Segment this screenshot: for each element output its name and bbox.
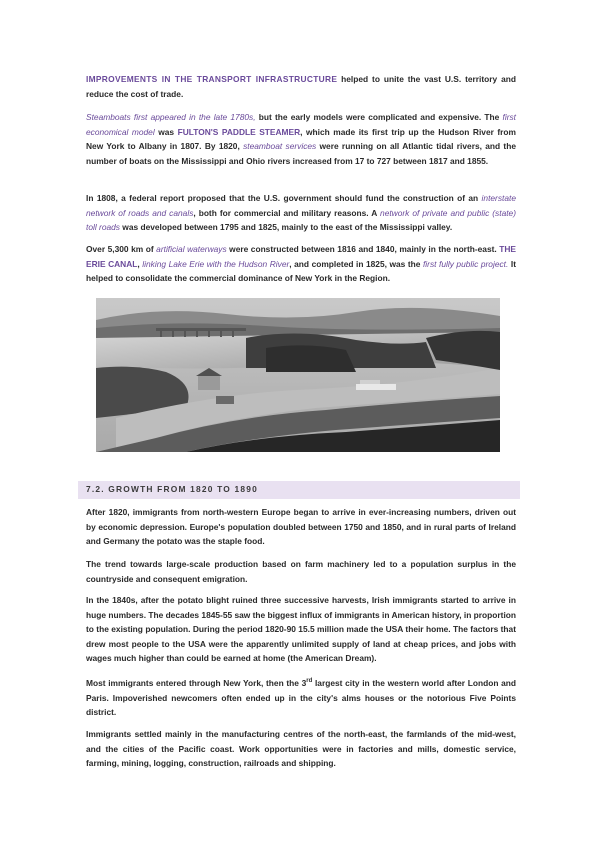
text-run: were constructed between 1816 and 1840, mainly in the north-east. [226,244,500,254]
text-run: , [137,258,143,269]
text-run: helped to unite the vast U.S. territory and reduce the cost of trade. [86,74,516,99]
canal-photo-illustration [96,298,500,452]
highlight-linking-lake-erie: linking Lake Erie with the Hudson River [142,258,290,269]
highlight-toll-roads: network of private and public (state) toll roads [86,207,517,233]
text-run: largest city in the western world after London and Paris. Impoverished newcomers often ended up in the city's alms houses or the notorious Five Points district. [86,678,517,718]
highlight-steamboat-services: steamboat services [243,141,317,152]
paragraph-immigration-1820: After 1820, immigrants from north-western Europe began to arrive in ever-increasing numbers, driven out by economic depression. Europe's population doubled between 1750 and 1850, and in rural parts of Ireland and Germany the potato was the staple food. [86,507,516,547]
paragraph-steamboats [86,110,516,168]
paragraph-federal-report [86,191,516,235]
highlight-erie-canal: THE ERIE CANAL [86,244,516,269]
text-run: but the early models were complicated and expensive. The [255,112,503,122]
text-run: In 1808, a federal report proposed that the U.S. government should fund the construction of an [86,193,482,203]
text-run: was developed between 1795 and 1825, mainly to the east of the Mississippi valley. [119,222,453,233]
text-run: , and completed in 1825, was the [289,258,423,269]
text-run: , both for commercial and military reasons. A [193,207,381,218]
highlight-first-public-project: first fully public project. [422,258,509,269]
text-run: It helped to consolidate the commercial dominance of New York in the Region. [86,258,516,284]
paragraph-population-surplus: The trend towards large-scale production based on farm machinery led to a population surplus in the countryside and consequent emigration. [86,559,516,584]
text-run: Over 5,300 km of [86,244,157,254]
text-run: , which made its first trip up the Hudson River from New York to Albany in 1807. By 1820, [86,126,516,152]
paragraph-settlement: Immigrants settled mainly in the manufacturing centres of the north-east, the farmlands of the mid-west, and the cities of the Pacific coast. Work opportunities were in factories and mills, domestic service, farming, mining, logging, construction, railroads and shipping. [86,729,516,769]
highlight-fulton: FULTON'S PADDLE STEAMER [177,126,301,137]
text-run: Most immigrants entered through New York, then the 3 [86,678,307,688]
paragraph-new-york [86,676,516,720]
section-title: 7.2. GROWTH FROM 1820 TO 1890 [86,484,258,494]
heading-transport-infrastructure: IMPROVEMENTS IN THE TRANSPORT INFRASTRUCTURE [86,74,338,84]
section-heading-bar [78,481,520,499]
canal-photograph [96,298,500,452]
highlight-steamboats: Steamboats first appeared in the late 1780s, [86,112,256,122]
highlight-interstate-network: interstate network of roads and canals [86,193,516,218]
paragraph-potato-blight: In the 1840s, after the potato blight ruined three successive harvests, Irish immigrants started to arrive in huge numbers. The decades 1845-55 saw the biggest influx of immigrants in American history, in proportion to the existing population. During the period 1820-90 15.5 million made the USA their home. The factors that drew most people to the USA were the apparently unlimited supply of land at cheap prices, and jobs with wages much higher than could be earned at home (the American Dream). [86,595,516,664]
highlight-artificial-waterways: artificial waterways [156,244,227,254]
highlight-first-economical: first economical model [86,112,516,137]
text-run: were running on all Atlantic tidal rivers, and the number of boats on the Mississippi and Ohio rivers increased from 17 to 727 between 1817 and 1855. [86,141,516,166]
paragraph-waterways [86,242,516,286]
superscript-rd: rd [306,678,313,685]
text-run: was [154,126,178,137]
paragraph-transport-intro [86,72,516,101]
